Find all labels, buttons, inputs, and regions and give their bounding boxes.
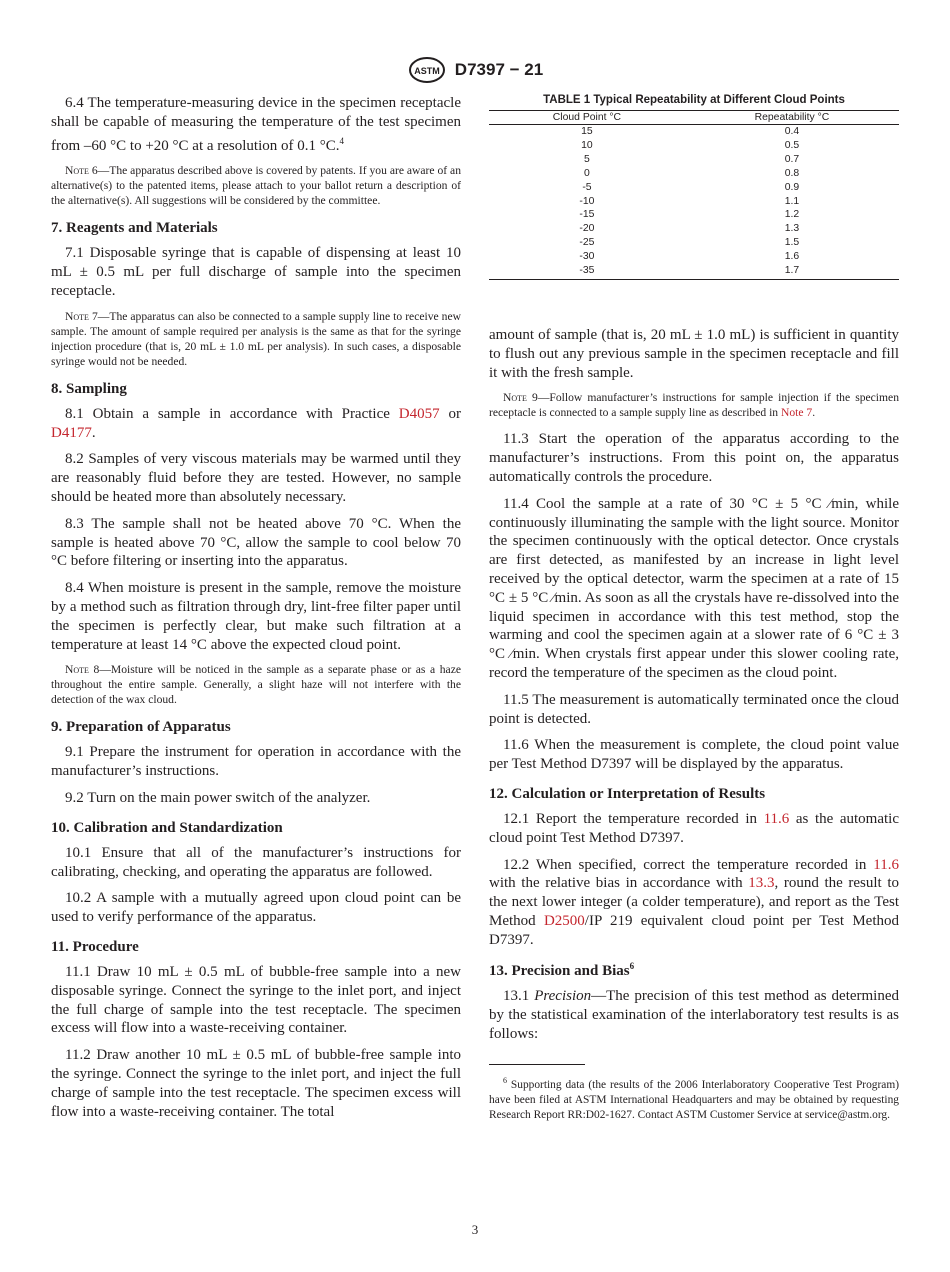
table-cell: 1.5 [784, 237, 800, 249]
link-11-6[interactable]: 11.6 [873, 856, 899, 873]
table-cell: -35 [489, 264, 685, 279]
link-d4057[interactable]: D4057 [398, 405, 440, 422]
paragraph-8-3: 8.3 The sample shall not be heated above 70 °C. When the sample is heated above 70 °C, allow the sample to cool below 70 °C before filtering or inserting into the apparatus. [51, 515, 461, 570]
section-7-heading: 7. Reagents and Materials [51, 220, 218, 237]
link-note-7[interactable]: Note 7 [781, 406, 813, 420]
table-row [489, 264, 899, 279]
table-row [489, 167, 899, 181]
paragraph-8-2: 8.2 Samples of very viscous materials may be warmed until they are reasonably fluid before they are tested. However, no sample should be heated more than absolutely necessary. [51, 451, 461, 505]
table-row [489, 181, 899, 195]
page-header [0, 56, 950, 84]
table-cell: 0.5 [784, 139, 800, 151]
section-10-heading: 10. Calibration and Standardization [51, 819, 283, 836]
table-row [489, 208, 899, 222]
table-cell: -15 [579, 209, 595, 221]
table-cell: 1.1 [784, 195, 800, 207]
section-12-heading: 12. Calculation or Interpretation of Results [489, 785, 766, 802]
table-header-repeatability: Repeatability °C [685, 111, 899, 125]
paragraph-11-3: 11.3 Start the operation of the apparatus according to the manufacturer’s instructions. From this point on, the apparatus automatically controls the procedure. [489, 431, 899, 485]
section-11-heading: 11. Procedure [51, 938, 139, 955]
paragraph-8-1: 8.1 Obtain a sample in accordance with Practice D4057 or D4177. [51, 405, 461, 441]
paragraph-10-2: 10.2 A sample with a mutually agreed upon cloud point can be used to verify performance of the apparatus. [51, 890, 461, 926]
footnote-divider [489, 1064, 585, 1065]
link-13-3[interactable]: 13.3 [748, 875, 775, 892]
table-row [489, 195, 899, 209]
logo-text: ASTM [414, 66, 440, 76]
note-6: Note 6—The apparatus described above is covered by patents. If you are aware of an alternative(s) to the patented items, please attach to your ballot return a description of the alternative(s). All suggestions will be considered by the committee. [51, 164, 461, 208]
section-9-heading: 9. Preparation of Apparatus [51, 719, 231, 736]
table-row [489, 222, 899, 236]
table-cell: 5 [584, 153, 590, 165]
link-d2500[interactable]: D2500 [543, 912, 585, 929]
section-13-heading: 13. Precision and Bias$^6$ [489, 961, 635, 980]
paragraph-12-1: 12.1 Report the temperature recorded in 11.6 as the automatic cloud point Test Method D7397. [489, 810, 899, 846]
paragraph-11-1: 11.1 Draw 10 mL ± 0.5 mL of bubble-free sample into a new disposable syringe. Connect the syringe to the inlet port, and inject the full charge of sample into the test receptacle. The specimen excess will flow into a waste-receiving container. [51, 963, 461, 1037]
table-cell: 15 [581, 126, 593, 137]
paragraph-11-2: 11.2 Draw another 10 mL ± 0.5 mL of bubble-free sample into the syringe. Connect the syringe to the inlet port, and inject the full charge of sample into the test receptacle. The specimen excess will flow into a waste-receiving container. The total [51, 1047, 461, 1120]
right-column [489, 94, 899, 1123]
table-header-cloud-point: Cloud Point °C [489, 111, 685, 125]
paragraph-11-5: 11.5 The measurement is automatically terminated once the cloud point is detected. [489, 691, 899, 727]
astm-logo-icon [407, 56, 447, 84]
table-cell: 1.2 [784, 209, 800, 221]
paragraph-9-2: 9.2 Turn on the main power switch of the analyzer. [65, 789, 371, 806]
left-column [51, 94, 461, 1129]
footnote-ref-6[interactable]: 6 [629, 961, 635, 972]
note-8: Note 8—Moisture will be noticed in the sample as a separate phase or as a haze throughout the entire sample. Generally, a slight haze will not interfere with the detection of the wax cloud. [51, 663, 461, 707]
table-row [489, 250, 899, 264]
link-11-6[interactable]: 11.6 [763, 810, 790, 827]
table-cell: 0.9 [784, 181, 800, 193]
paragraph-6-4: 6.4 The temperature-measuring device in the specimen receptacle shall be capable of measuring the temperature of the test specimen from –60 °C to +20 °C at a resolution of 0.1 °C.$^4$ [51, 95, 461, 154]
table-cell: -10 [579, 195, 595, 207]
table-cell: 0.4 [784, 126, 800, 137]
footnote-ref-4[interactable]: 4 [339, 135, 345, 146]
table-row [489, 153, 899, 167]
paragraph-12-2: 12.2 When specified, correct the temperature recorded in 11.6 with the relative bias in accordance with 13.3, round the result to the next lower integer (a colder temperature), and report as the Test Method D2500/IP 219 equivalent cloud point per Test Method D7397. [489, 856, 900, 948]
table-cell: -20 [579, 223, 595, 235]
paragraph-11-6: 11.6 When the measurement is complete, the cloud point value per Test Method D7397 will be displayed by the apparatus. [489, 737, 899, 773]
paragraph-9-1: 9.1 Prepare the instrument for operation in accordance with the manufacturer’s instructions. [51, 744, 461, 780]
note-9: Note 9—Follow manufacturer’s instructions for sample injection if the specimen receptacle is connected to a sample supply line as described in Note 7. [489, 391, 899, 420]
table-cell: 0 [584, 167, 590, 179]
table-cell: 1.6 [784, 251, 800, 263]
table-1-title: TABLE 1 Typical Repeatability at Different Cloud Points [543, 94, 845, 106]
table-cell: 10 [581, 139, 593, 151]
table-cell: -30 [579, 251, 595, 263]
repeatability-table [489, 110, 899, 280]
paragraph-10-1: 10.1 Ensure that all of the manufacturer’s instructions for calibrating, checking, and operating the apparatus are followed. [51, 844, 461, 880]
table-row [489, 125, 899, 139]
page-number: 3 [471, 1222, 479, 1237]
paragraph-7-1: 7.1 Disposable syringe that is capable of dispensing at least 10 mL ± 0.5 mL per full discharge of sample into the specimen receptacle. [51, 245, 461, 299]
paragraph-13-1: 13.1 Precision—The precision of this test method as determined by the statistical examination of the interlaboratory test results is as follows: [489, 988, 900, 1043]
table-cell: 0.8 [784, 167, 800, 179]
paragraph-11-2-continued: amount of sample (that is, 20 mL ± 1.0 mL) is sufficient in quantity to flush out any previous sample in the specimen receptacle and fill it with the fresh sample. [489, 326, 899, 381]
footnote-6: $^6$ Supporting data (the results of the 2006 Interlaboratory Cooperative Test Program) have been filed at ASTM International Headquarters and may be obtained by requesting Research Report RR:D02-1627. Contact ASTM Customer Service at service@astm.org. [489, 1075, 899, 1121]
paragraph-8-4: 8.4 When moisture is present in the sample, remove the moisture by a method such as filtration through dry, lint-free filter paper until the specimen is perfectly clear, but make such filtration at a temperature at least 14 °C above the expected cloud point. [51, 580, 461, 653]
table-cell: 1.7 [685, 264, 899, 279]
table-cell: 1.3 [784, 223, 800, 235]
document-designation: D7397 − 21 [454, 60, 544, 79]
table-cell: 0.7 [784, 153, 800, 165]
note-7: Note 7—The apparatus can also be connected to a sample supply line to receive new sample. The amount of sample required per analysis is the same as that for the syringe injection procedure (that is, 20 mL ± 1.0 mL per analysis). In such cases, a disposable syringe would not be needed. [51, 309, 462, 368]
table-row [489, 236, 899, 250]
link-d4177[interactable]: D4177 [51, 424, 92, 441]
section-8-heading: 8. Sampling [51, 380, 127, 397]
paragraph-11-4: 11.4 Cool the sample at a rate of 30 °C ± 5 °C ⁄min, while continuously illuminating the sample with the light source. Monitor the specimen continuously with the optical detector. Once crystals are first detected, as manifested by an increase in light level received by the optical detector, warm the specimen at a rate of 15 °C ± 5 °C ⁄min. As soon as all the crystals have re-dissolved into the liquid specimen in accordance with this test method, stop the warming and cool the specimen again at a slower rate of 6 °C ± 3 °C ⁄min. When crystals first appear under this slower cooling rate, record the temperature of the specimen as the cloud point. [489, 495, 899, 681]
right-text [489, 326, 899, 1123]
table-cell: -25 [579, 237, 595, 249]
table-cell: -5 [582, 181, 592, 193]
table-row [489, 139, 899, 153]
